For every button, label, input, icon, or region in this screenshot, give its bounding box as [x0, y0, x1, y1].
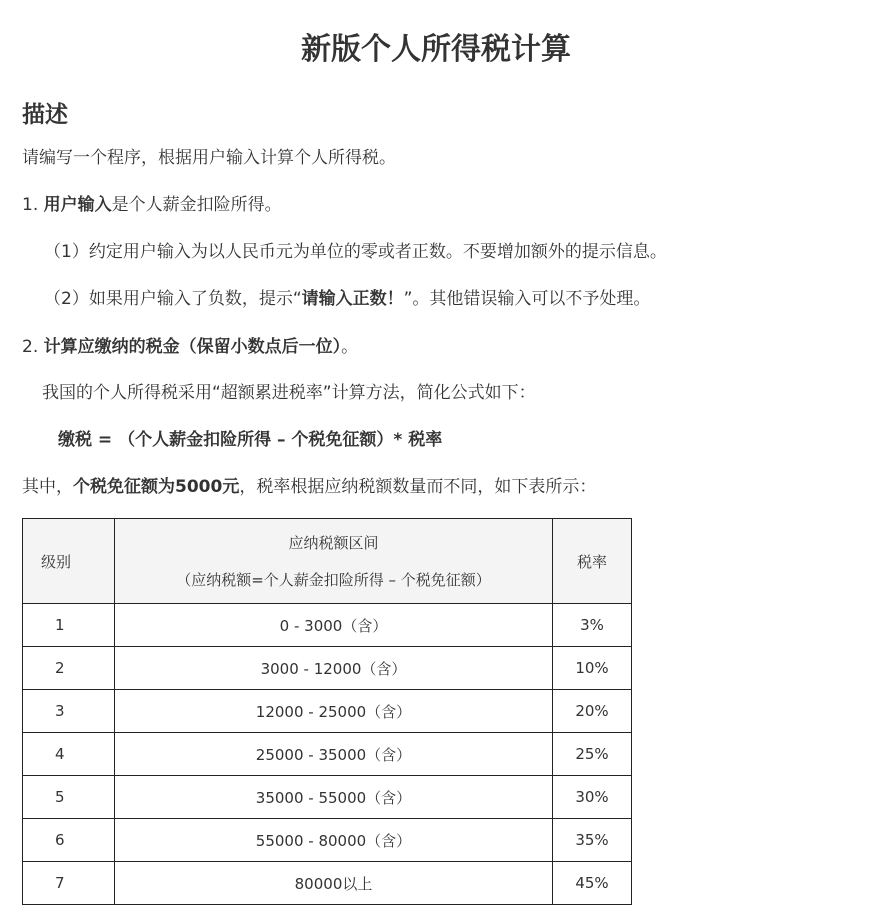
cell-range: 25000 - 35000（含）	[115, 733, 553, 776]
cell-rate: 25%	[553, 733, 632, 776]
cell-range: 55000 - 80000（含）	[115, 819, 553, 862]
item-1-sub-2-after: ”。其他错误输入可以不予处理。	[403, 289, 651, 309]
note-text	[22, 475, 596, 499]
table-row	[23, 776, 632, 819]
table-row	[23, 690, 632, 733]
table-row	[23, 604, 632, 647]
item-1-prefix: 1.	[22, 195, 44, 215]
header-rate: 税率	[553, 519, 632, 604]
cell-rate: 10%	[553, 647, 632, 690]
table-row	[23, 733, 632, 776]
item-1-sub-2	[44, 287, 650, 311]
table-row	[23, 862, 632, 905]
header-range	[115, 519, 553, 604]
item-1	[22, 193, 282, 217]
header-range-title: 应纳税额区间	[288, 534, 379, 552]
item-2-prefix: 2.	[22, 337, 44, 357]
cell-range: 12000 - 25000（含）	[115, 690, 553, 733]
header-level: 级别	[23, 519, 115, 604]
header-range-subtitle: （应纳税额=个人薪金扣险所得 – 个税免征额）	[176, 571, 491, 589]
intro-text: 请编写一个程序，根据用户输入计算个人所得税。	[22, 148, 396, 168]
cell-level: 1	[23, 604, 115, 647]
cell-range: 0 - 3000（含）	[115, 604, 553, 647]
note-before: 其中，	[22, 477, 73, 497]
cell-range: 3000 - 12000（含）	[115, 647, 553, 690]
cell-level: 6	[23, 819, 115, 862]
cell-level: 4	[23, 733, 115, 776]
section-heading: 描述	[22, 102, 68, 128]
cell-level: 3	[23, 690, 115, 733]
page-title: 新版个人所得税计算	[301, 32, 571, 67]
item-2-rest: 。	[341, 337, 359, 357]
item-1-bold: 用户输入	[43, 195, 112, 215]
item-2-bold: 计算应缴纳的税金（保留小数点后一位）	[43, 337, 342, 357]
note-bold: 个税免征额为5000元	[73, 477, 240, 497]
note-after: ，税率根据应纳税额数量而不同，如下表所示：	[239, 477, 597, 497]
cell-range: 80000以上	[115, 862, 553, 905]
method-text: 我国的个人所得税采用“超额累进税率”计算方法，简化公式如下：	[42, 383, 536, 403]
cell-level: 7	[23, 862, 115, 905]
cell-rate: 30%	[553, 776, 632, 819]
table-row	[23, 819, 632, 862]
cell-level: 2	[23, 647, 115, 690]
item-1-sub-2-bold: 请输入正数！	[301, 289, 404, 309]
cell-rate: 3%	[553, 604, 632, 647]
formula: 缴税 = （个人薪金扣险所得 – 个税免征额）* 税率	[58, 430, 443, 450]
cell-level: 5	[23, 776, 115, 819]
item-2	[22, 335, 358, 359]
item-1-sub-2-before: （2）如果用户输入了负数，提示“	[44, 289, 302, 309]
cell-rate: 45%	[553, 862, 632, 905]
cell-range: 35000 - 55000（含）	[115, 776, 553, 819]
table-row	[23, 647, 632, 690]
item-1-rest: 是个人薪金扣险所得。	[111, 195, 282, 215]
table-header-row	[23, 519, 632, 604]
cell-rate: 35%	[553, 819, 632, 862]
item-1-sub-1: （1）约定用户输入为以人民币元为单位的零或者正数。不要增加额外的提示信息。	[44, 242, 667, 262]
tax-rate-table	[22, 518, 632, 905]
cell-rate: 20%	[553, 690, 632, 733]
